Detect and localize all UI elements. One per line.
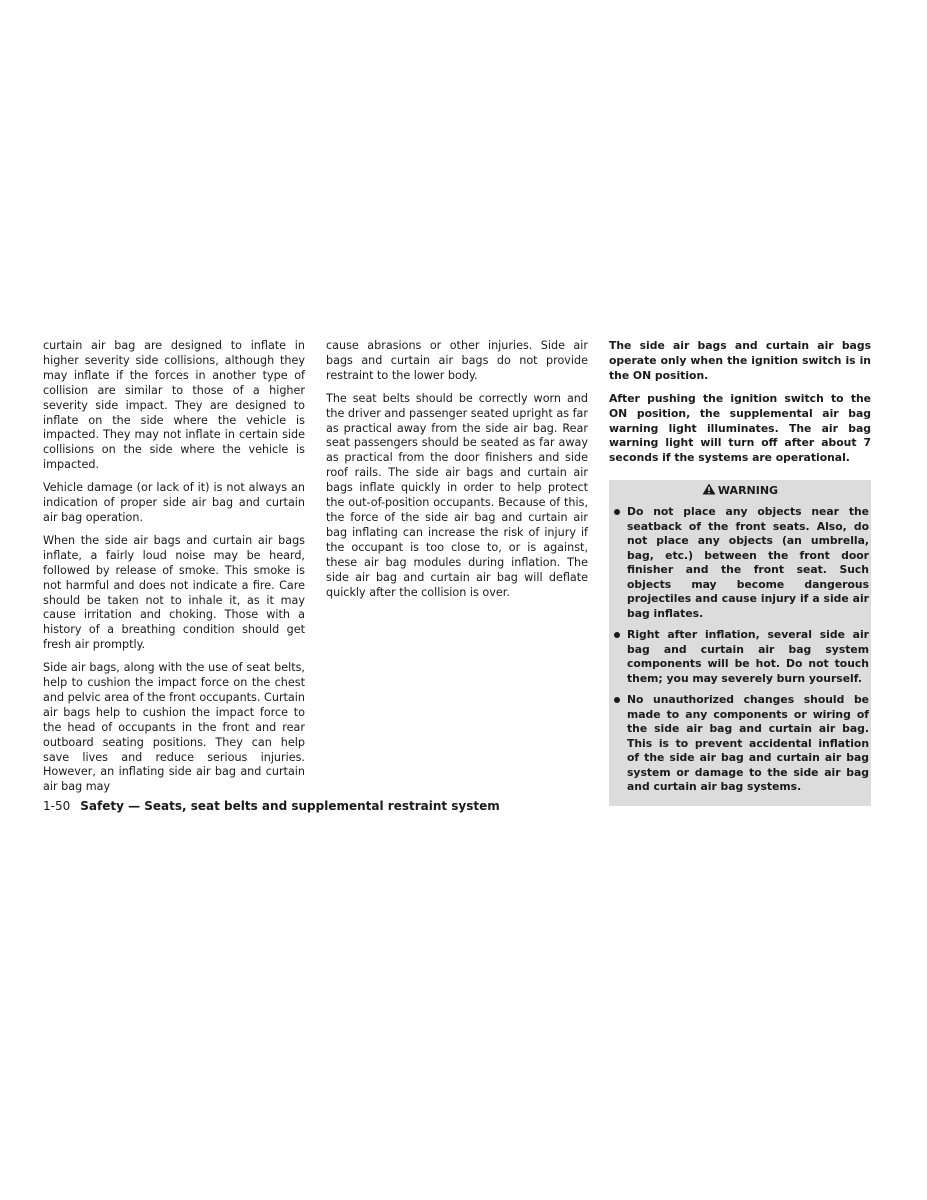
paragraph: curtain air bag are designed to inflate in higher severity side collisions, although they may inflate if the forces in another type of collision are similar to those of a higher severity side impact. They are designed to inflate on the side where the vehicle is impacted. They may not inflate in certain side collisions on the side where the vehicle is impacted. — [43, 339, 305, 472]
column-middle — [326, 339, 588, 608]
paragraph: Side air bags, along with the use of seat belts, help to cushion the impact force on the chest and pelvic area of the front occupants. Curtain air bags help to cushion the impact force to the head of occupants in the front and rear outboard seating positions. They can help save lives and reduce serious injuries. However, an inflating side air bag and curtain air bag may — [43, 661, 305, 794]
paragraph: The seat belts should be correctly worn and the driver and passenger seated upright as far as practical away from the side air bag. Rear seat passengers should be seated as far away as practical from the door finishers and side roof rails. The side air bags and curtain air bags inflate quickly in order to help protect the out-of-position occupants. Because of this, the force of the side air bag and curtain air bag inflating can increase the risk of injury if the occupant is too close to, or is against, these air bag modules during inflation. The side air bag and curtain air bag will deflate quickly after the collision is over. — [326, 391, 588, 599]
warning-list — [611, 505, 869, 795]
warning-title: WARNING — [717, 484, 779, 498]
paragraph: After pushing the ignition switch to the ON position, the supplemental air bag warning light illuminates. The air bag warning light will turn off after about 7 seconds if the systems are operational. — [609, 391, 871, 465]
bullet-icon — [614, 697, 620, 703]
list-item-text: Right after inflation, several side air bag and curtain air bag system components will be hot. Do not touch them; you may severely burn yourself. — [627, 628, 869, 685]
page-footer — [43, 798, 500, 814]
bullet-icon — [614, 509, 620, 515]
bullet-icon — [614, 632, 620, 638]
column-left — [43, 339, 305, 803]
paragraph: The side air bags and curtain air bags operate only when the ignition switch is in the ON position. — [609, 339, 871, 382]
warning-triangle-icon — [702, 483, 716, 501]
list-item — [611, 628, 869, 686]
warning-box — [609, 480, 871, 806]
paragraph: Vehicle damage (or lack of it) is not always an indication of proper side air bag and curtain air bag operation. — [43, 481, 305, 524]
warning-header — [611, 482, 869, 501]
list-item-text: No unauthorized changes should be made to any components or wiring of the side air bag and curtain air bag. This is to prevent accidental inflation of the side air bag and curtain air bag system or damage to the side air bag and curtain air bag systems. — [627, 693, 869, 794]
column-right — [609, 339, 871, 806]
list-item — [611, 693, 869, 795]
paragraph: When the side air bags and curtain air bags inflate, a fairly loud noise may be heard, followed by release of smoke. This smoke is not harmful and does not indicate a fire. Care should be taken not to inhale it, as it may cause irritation and choking. Those with a history of a breathing condition should get fresh air promptly. — [43, 533, 305, 652]
paragraph: cause abrasions or other injuries. Side air bags and curtain air bags do not provide restraint to the lower body. — [326, 339, 588, 382]
page-number: 1-50 — [43, 799, 71, 813]
section-title: Safety — Seats, seat belts and supplemental restraint system — [80, 799, 500, 813]
list-item — [611, 505, 869, 621]
list-item-text: Do not place any objects near the seatback of the front seats. Also, do not place any objects (an umbrella, bag, etc.) between the front door finisher and the front seat. Such objects may become dangerous projectiles and cause injury if a side air bag inflates. — [627, 505, 869, 620]
